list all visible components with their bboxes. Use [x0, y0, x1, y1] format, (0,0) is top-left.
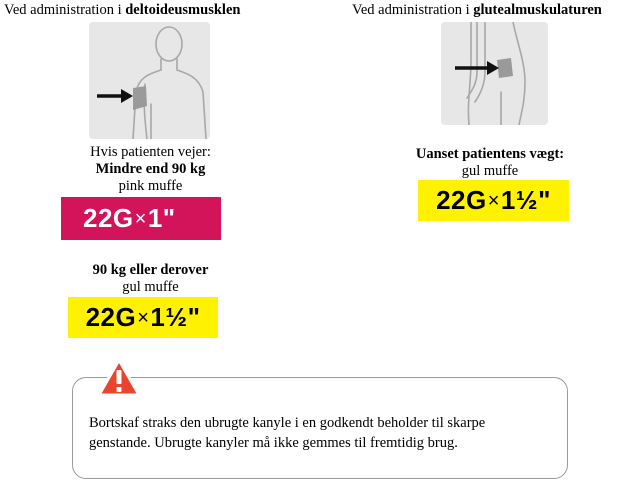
- needle-label-yellow-deltoid: 22G × 1½": [68, 297, 218, 338]
- deltoid-weight-caption: Hvis patienten vejer: Mindre end 90 kg pink muffe: [90, 144, 211, 194]
- needle-label-yellow-gluteal: 22G × 1½": [418, 180, 569, 221]
- warning-triangle-icon: [97, 358, 141, 398]
- deltoid-heading: Ved administration i deltoideusmusklen: [4, 2, 241, 18]
- needle-label-pink: 22G × 1": [61, 197, 221, 240]
- deltoid-injection-figure: [89, 22, 210, 139]
- gluteal-injection-figure: [441, 22, 548, 125]
- deltoid-heavy-caption: 90 kg eller derover gul muffe: [92, 262, 209, 295]
- gluteal-heading: Ved administration i glutealmuskulaturen: [352, 2, 602, 18]
- warning-text: Bortskaf straks den ubrugte kanyle i en godkendt beholder til skarpe genstande. Ubrugte kanyler må ikke gemmes til fremtidig brug.: [89, 415, 486, 451]
- warning-box: [72, 377, 568, 479]
- gluteal-weight-caption: Uanset patientens vægt: gul muffe: [415, 146, 565, 179]
